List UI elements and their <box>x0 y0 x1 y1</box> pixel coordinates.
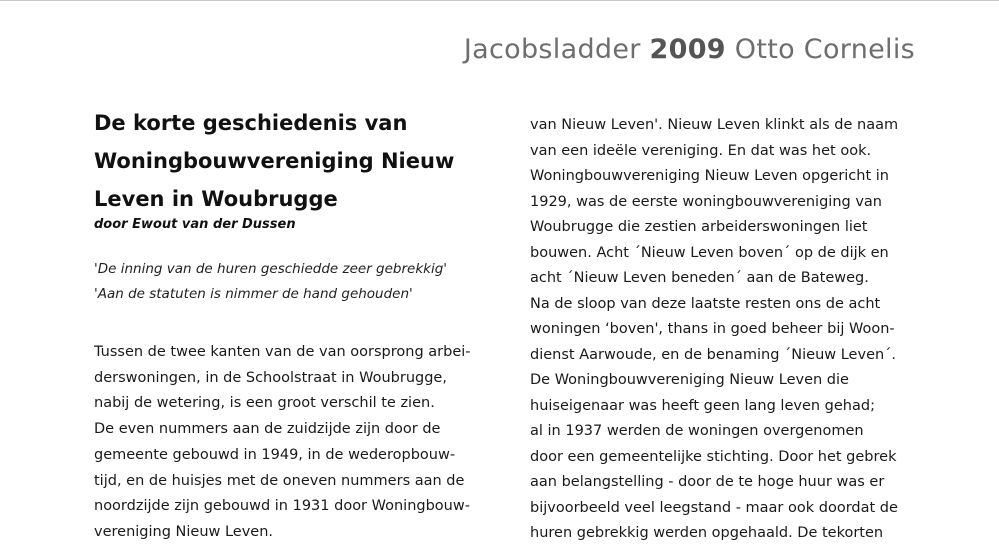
text-line: acht ´Nieuw Leven beneden´ aan de Bateweg. <box>530 270 869 286</box>
text-line: woningen ‘boven', thans in goed beheer bij Woon- <box>530 321 895 337</box>
text-line: De Woningbouwvereniging Nieuw Leven die <box>530 372 849 388</box>
text-line: bijvoorbeeld veel leegstand - maar ook doordat de <box>530 499 898 516</box>
title-line: Woningbouwvereniging Nieuw <box>94 149 455 173</box>
right-column <box>530 113 920 547</box>
pull-quote: 'De inning van de huren geschiedde zeer gebrekkig' <box>94 261 448 277</box>
text-line: aan belangstelling - door de te hoge huur was er <box>530 474 885 490</box>
header-year: 2009 <box>649 34 726 65</box>
header-suffix: Otto Cornelis <box>725 34 915 65</box>
text-line: Woubrugge die zestien arbeiderswoningen liet <box>530 219 868 235</box>
text-line: huren gebrekkig werden opgehaald. De tekorten <box>530 525 884 541</box>
top-divider <box>0 0 999 1</box>
text-line: vereniging Nieuw Leven. <box>94 523 274 540</box>
page-header <box>464 34 915 65</box>
text-line: Woningbouwvereniging Nieuw Leven opgericht in <box>530 168 889 184</box>
text-line: door een gemeentelijke stichting. Door het gebrek <box>530 448 897 465</box>
article-author: door Ewout van der Dussen <box>94 217 296 232</box>
text-line: huiseigenaar was heeft geen lang leven gehad; <box>530 397 875 414</box>
text-line: van een ideële vereniging. En dat was het ook. <box>530 142 872 159</box>
pull-quote: 'Aan de statuten is nimmer de hand gehouden' <box>94 286 413 302</box>
pull-quotes <box>94 257 489 307</box>
text-line: noordzijde zijn gebouwd in 1931 door Woningbouw- <box>94 498 470 515</box>
text-line: Tussen de twee kanten van de van oorsprong arbei- <box>94 344 471 360</box>
header-prefix: Jacobsladder <box>463 34 650 65</box>
text-line: tijd, en de huisjes met de oneven nummers aan de <box>94 472 465 489</box>
left-column <box>94 104 489 546</box>
text-line: derswoningen, in de Schoolstraat in Woubrugge, <box>94 369 447 386</box>
text-line: De even nummers aan de zuidzijde zijn door de <box>94 421 441 438</box>
title-line: Leven in Woubrugge <box>94 187 338 211</box>
text-line: dienst Aarwoude, en de benaming ´Nieuw Leven´. <box>530 346 897 363</box>
text-line: nabij de wetering, is een groot verschil te zien. <box>94 395 435 412</box>
text-line: van Nieuw Leven'. Nieuw Leven klinkt als de naam <box>530 117 899 133</box>
text-line: bouwen. Acht ´Nieuw Leven boven´ op de dijk en <box>530 244 889 261</box>
text-line: Na de sloop van deze laatste resten ons de acht <box>530 295 881 312</box>
text-line: al in 1937 werden de woningen overgenomen <box>530 423 864 439</box>
text-line: 1929, was de eerste woningbouwvereniging van <box>530 193 882 210</box>
left-body-text <box>94 340 489 546</box>
text-line: gemeente gebouwd in 1949, in de wederopbouw- <box>94 446 456 463</box>
article-title <box>94 104 489 218</box>
title-line: De korte geschiedenis van <box>94 111 408 135</box>
